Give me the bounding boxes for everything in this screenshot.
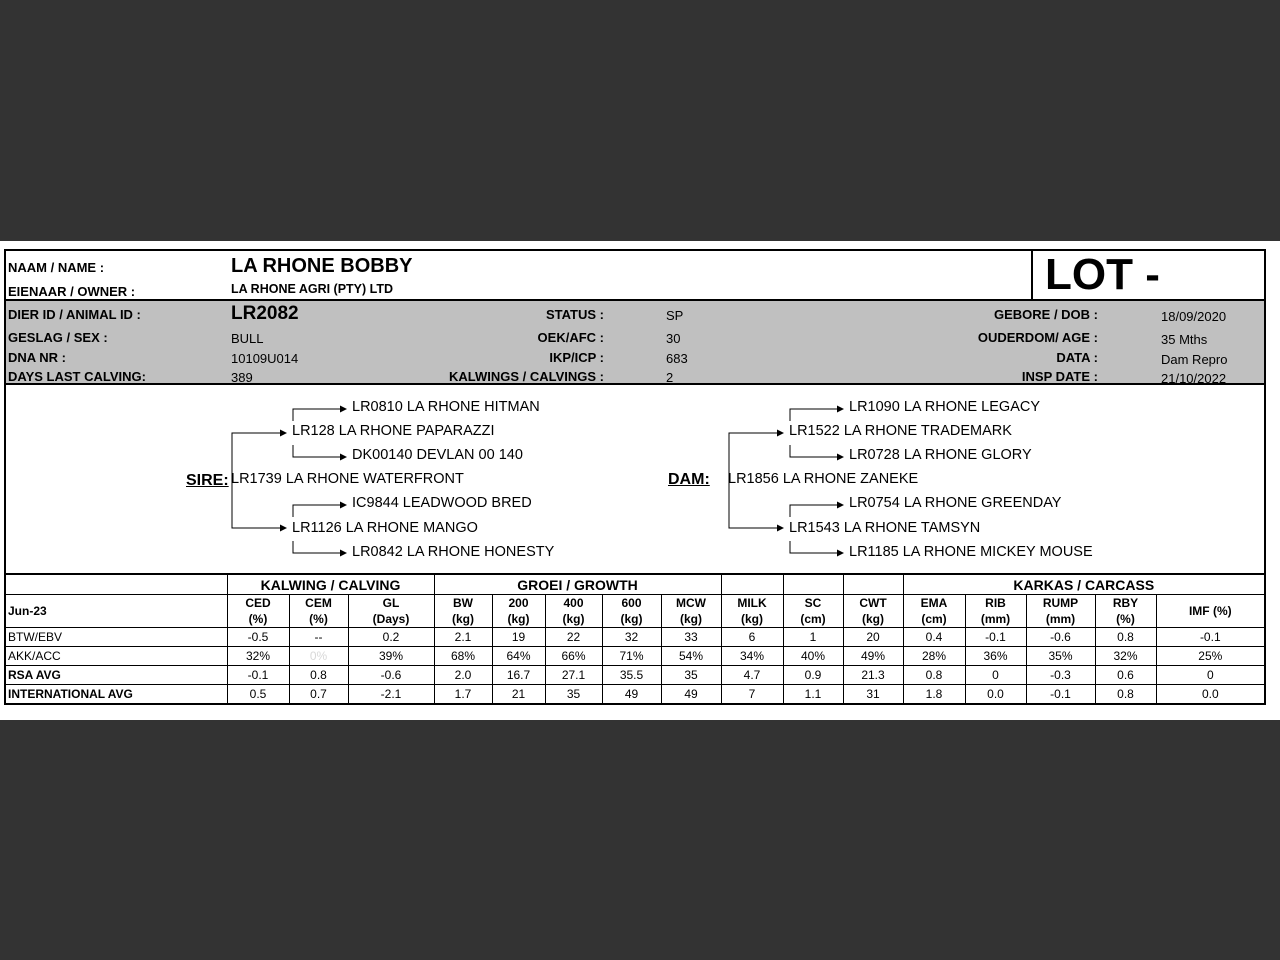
table-cell: -0.1 bbox=[1026, 685, 1095, 704]
cwt-group-cell bbox=[843, 574, 903, 595]
table-cell: 32% bbox=[1095, 647, 1156, 666]
column-name: SC bbox=[804, 596, 822, 610]
table-cell: -0.1 bbox=[965, 628, 1026, 647]
column-unit: (mm) bbox=[1045, 612, 1076, 626]
table-cell: 25% bbox=[1156, 647, 1264, 666]
table-cell: 0 bbox=[965, 666, 1026, 685]
table-cell: -- bbox=[289, 628, 348, 647]
data-value: Dam Repro bbox=[1161, 352, 1228, 367]
table-cell: 0.9 bbox=[783, 666, 843, 685]
table-cell: 31 bbox=[843, 685, 903, 704]
days-last-calving-value: 389 bbox=[231, 370, 253, 385]
animal-id-label: DIER ID / ANIMAL ID : bbox=[8, 307, 141, 322]
column-header bbox=[1026, 595, 1095, 628]
animal-name: LA RHONE BOBBY bbox=[231, 255, 413, 277]
insp-date-label: INSP DATE : bbox=[1021, 369, 1098, 384]
column-unit: (kg) bbox=[680, 612, 703, 626]
table-cell: 1.8 bbox=[903, 685, 965, 704]
sire-sire-dam-name: DK00140 DEVLAN 00 140 bbox=[352, 447, 523, 463]
sire-sire-sire-name: LR0810 LA RHONE HITMAN bbox=[352, 399, 540, 415]
dna-label: DNA NR : bbox=[8, 350, 67, 365]
column-unit: (kg) bbox=[562, 612, 585, 626]
table-cell: 1 bbox=[783, 628, 843, 647]
sex-label: GESLAG / SEX : bbox=[8, 330, 108, 345]
table-cell: 39% bbox=[348, 647, 434, 666]
table-cell: 49 bbox=[661, 685, 721, 704]
table-cell: 0.8 bbox=[289, 666, 348, 685]
table-cell: 19 bbox=[492, 628, 545, 647]
column-unit: (kg) bbox=[620, 612, 643, 626]
table-cell: 0.5 bbox=[227, 685, 289, 704]
column-header bbox=[661, 595, 721, 628]
column-unit: (%) bbox=[1116, 612, 1135, 626]
column-name: EMA bbox=[920, 596, 948, 610]
sire-dam-name: LR1126 LA RHONE MANGO bbox=[292, 520, 478, 536]
table-cell: 20 bbox=[843, 628, 903, 647]
table-cell: 21.3 bbox=[843, 666, 903, 685]
table-cell: 0.4 bbox=[903, 628, 965, 647]
sire-name: LR1739 LA RHONE WATERFRONT bbox=[231, 471, 464, 487]
table-cell: 71% bbox=[602, 647, 661, 666]
table-cell: 22 bbox=[545, 628, 602, 647]
table-cell: 21 bbox=[492, 685, 545, 704]
column-unit: (Days) bbox=[372, 612, 410, 626]
table-cell: 0% bbox=[289, 647, 348, 666]
column-header bbox=[1095, 595, 1156, 628]
sire-sire-to-sss-connector bbox=[293, 409, 346, 421]
table-cell: 1.7 bbox=[434, 685, 492, 704]
sex-value: BULL bbox=[231, 331, 264, 346]
column-name: RIB bbox=[985, 596, 1006, 610]
pedigree-section bbox=[6, 385, 1264, 573]
lot-box bbox=[1031, 251, 1266, 299]
column-unit: (kg) bbox=[507, 612, 530, 626]
column-name: RUMP bbox=[1042, 596, 1079, 610]
table-row bbox=[6, 685, 1264, 704]
column-name: CWT bbox=[859, 596, 887, 610]
table-cell: -0.5 bbox=[227, 628, 289, 647]
column-header-row bbox=[6, 595, 1264, 628]
afc-value: 30 bbox=[666, 331, 681, 346]
table-cell: 16.7 bbox=[492, 666, 545, 685]
table-cell: 35 bbox=[661, 666, 721, 685]
ebv-table bbox=[6, 573, 1264, 703]
animal-id-value: LR2082 bbox=[231, 303, 299, 324]
table-row bbox=[6, 647, 1264, 666]
dam-sire-to-dss-connector bbox=[790, 409, 843, 421]
table-cell: 35 bbox=[545, 685, 602, 704]
dam-dam-dam-name: LR1185 LA RHONE MICKEY MOUSE bbox=[849, 544, 1093, 560]
calvings-label: KALWINGS / CALVINGS : bbox=[448, 369, 604, 384]
carcass-group-header: KARKAS / CARCASS bbox=[903, 574, 1264, 595]
column-header bbox=[965, 595, 1026, 628]
insp-date-value: 21/10/2022 bbox=[1161, 371, 1227, 386]
table-cell: 2.1 bbox=[434, 628, 492, 647]
milk-group-cell bbox=[721, 574, 783, 595]
table-cell: -2.1 bbox=[348, 685, 434, 704]
table-cell: -0.3 bbox=[1026, 666, 1095, 685]
sire-label: SIRE: bbox=[186, 472, 229, 489]
row-label: RSA AVG bbox=[6, 666, 227, 685]
column-name: MILK bbox=[737, 596, 767, 610]
table-cell: 0.8 bbox=[1095, 628, 1156, 647]
table-cell: 32% bbox=[227, 647, 289, 666]
column-unit: (cm) bbox=[800, 612, 826, 626]
table-cell: 34% bbox=[721, 647, 783, 666]
icp-label: IKP/ICP : bbox=[549, 350, 604, 365]
dam-sire-sire-name: LR1090 LA RHONE LEGACY bbox=[849, 399, 1041, 415]
status-label: STATUS : bbox=[545, 307, 604, 322]
table-cell: -0.1 bbox=[1156, 628, 1264, 647]
table-cell: -0.6 bbox=[348, 666, 434, 685]
table-cell: 0.0 bbox=[1156, 685, 1264, 704]
column-header bbox=[434, 595, 492, 628]
table-cell: 32 bbox=[602, 628, 661, 647]
column-header bbox=[783, 595, 843, 628]
animal-info-band bbox=[6, 299, 1264, 385]
table-cell: -0.6 bbox=[1026, 628, 1095, 647]
column-name: 200 bbox=[508, 596, 529, 610]
owner-value: LA RHONE AGRI (PTY) LTD bbox=[231, 282, 394, 296]
column-name: CED bbox=[245, 596, 271, 610]
group-header-row bbox=[6, 574, 1264, 595]
column-header bbox=[227, 595, 289, 628]
table-cell: 33 bbox=[661, 628, 721, 647]
lot-prefix: LOT - bbox=[1045, 250, 1160, 299]
column-unit: (mm) bbox=[980, 612, 1011, 626]
table-cell: 28% bbox=[903, 647, 965, 666]
table-cell: 0.7 bbox=[289, 685, 348, 704]
sire-dam-dam-name: LR0842 LA RHONE HONESTY bbox=[352, 544, 555, 560]
column-name: 400 bbox=[563, 596, 584, 610]
calving-group-header: KALWING / CALVING bbox=[227, 574, 434, 595]
dam-sire-dam-name: LR0728 LA RHONE GLORY bbox=[849, 447, 1032, 463]
table-cell: 68% bbox=[434, 647, 492, 666]
column-unit: (%) bbox=[248, 612, 268, 626]
table-cell: 66% bbox=[545, 647, 602, 666]
table-row bbox=[6, 666, 1264, 685]
days-last-calving-label: DAYS LAST CALVING: bbox=[8, 369, 146, 384]
column-header bbox=[1156, 595, 1264, 628]
column-header bbox=[602, 595, 661, 628]
sire-dam-to-sdd-connector bbox=[293, 541, 346, 553]
age-label: OUDERDOM/ AGE : bbox=[977, 330, 1098, 345]
column-unit: (kg) bbox=[862, 612, 885, 626]
column-unit: (%) bbox=[309, 612, 328, 626]
column-header bbox=[545, 595, 602, 628]
dna-value: 10109U014 bbox=[231, 351, 299, 366]
lot-card bbox=[0, 241, 1280, 720]
dob-label: GEBORE / DOB : bbox=[993, 307, 1098, 322]
lot-card-frame bbox=[4, 249, 1266, 705]
dam-sire-to-dsd-connector bbox=[790, 445, 843, 457]
column-header bbox=[492, 595, 545, 628]
period-label: Jun-23 bbox=[6, 595, 227, 628]
table-cell: -0.1 bbox=[227, 666, 289, 685]
column-name: BW bbox=[453, 596, 474, 610]
table-cell: 1.1 bbox=[783, 685, 843, 704]
sire-to-sire-dam-connector bbox=[232, 481, 286, 528]
age-value: 35 Mths bbox=[1161, 332, 1208, 347]
table-cell: 0.8 bbox=[1095, 685, 1156, 704]
row-label: AKK/ACC bbox=[6, 647, 227, 666]
table-cell: 49% bbox=[843, 647, 903, 666]
column-name: IMF (%) bbox=[1188, 604, 1232, 618]
column-header bbox=[843, 595, 903, 628]
table-cell: 4.7 bbox=[721, 666, 783, 685]
name-label: NAAM / NAME : bbox=[8, 260, 105, 275]
data-label: DATA : bbox=[1056, 350, 1098, 365]
dam-dam-to-dds-connector bbox=[790, 505, 843, 517]
dam-dam-name: LR1543 LA RHONE TAMSYN bbox=[789, 520, 981, 536]
table-cell: 0.0 bbox=[965, 685, 1026, 704]
column-name: 600 bbox=[621, 596, 642, 610]
table-cell: 0 bbox=[1156, 666, 1264, 685]
dam-dam-sire-name: LR0754 LA RHONE GREENDAY bbox=[849, 495, 1062, 511]
table-cell: 35.5 bbox=[602, 666, 661, 685]
group-empty-cell bbox=[6, 574, 227, 595]
status-value: SP bbox=[666, 308, 684, 323]
sire-dam-sire-name: IC9844 LEADWOOD BRED bbox=[352, 495, 532, 511]
sc-group-cell bbox=[783, 574, 843, 595]
sire-sire-name: LR128 LA RHONE PAPARAZZI bbox=[292, 423, 495, 439]
table-cell: 6 bbox=[721, 628, 783, 647]
growth-group-header: GROEI / GROWTH bbox=[434, 574, 721, 595]
column-name: CEM bbox=[305, 596, 332, 610]
table-cell: 7 bbox=[721, 685, 783, 704]
table-row bbox=[6, 628, 1264, 647]
column-name: RBY bbox=[1112, 596, 1139, 610]
table-cell: 0.6 bbox=[1095, 666, 1156, 685]
column-name: MCW bbox=[676, 596, 707, 610]
dam-dam-to-ddd-connector bbox=[790, 541, 843, 553]
table-cell: 49 bbox=[602, 685, 661, 704]
dam-sire-name: LR1522 LA RHONE TRADEMARK bbox=[789, 423, 1012, 439]
table-cell: 0.8 bbox=[903, 666, 965, 685]
column-header bbox=[289, 595, 348, 628]
sire-dam-to-sds-connector bbox=[293, 505, 346, 517]
table-cell: 27.1 bbox=[545, 666, 602, 685]
sire-sire-to-ssd-connector bbox=[293, 445, 346, 457]
table-cell: 2.0 bbox=[434, 666, 492, 685]
dob-value: 18/09/2020 bbox=[1161, 309, 1227, 324]
dam-to-dam-dam-connector bbox=[729, 481, 783, 528]
table-cell: 64% bbox=[492, 647, 545, 666]
row-label: INTERNATIONAL AVG bbox=[6, 685, 227, 704]
table-cell: 36% bbox=[965, 647, 1026, 666]
column-header bbox=[903, 595, 965, 628]
icp-value: 683 bbox=[666, 351, 688, 366]
column-header bbox=[348, 595, 434, 628]
owner-label: EIENAAR / OWNER : bbox=[8, 284, 136, 299]
dam-name: LR1856 LA RHONE ZANEKE bbox=[728, 471, 919, 487]
column-name: GL bbox=[382, 596, 400, 610]
afc-label: OEK/AFC : bbox=[537, 330, 604, 345]
column-header bbox=[721, 595, 783, 628]
table-cell: 54% bbox=[661, 647, 721, 666]
table-cell: 0.2 bbox=[348, 628, 434, 647]
column-unit: (kg) bbox=[452, 612, 475, 626]
column-unit: (cm) bbox=[921, 612, 947, 626]
column-unit: (kg) bbox=[741, 612, 764, 626]
calvings-value: 2 bbox=[666, 370, 674, 385]
row-label: BTW/EBV bbox=[6, 628, 227, 647]
table-cell: 40% bbox=[783, 647, 843, 666]
table-cell: 35% bbox=[1026, 647, 1095, 666]
dam-label: DAM: bbox=[668, 471, 710, 488]
